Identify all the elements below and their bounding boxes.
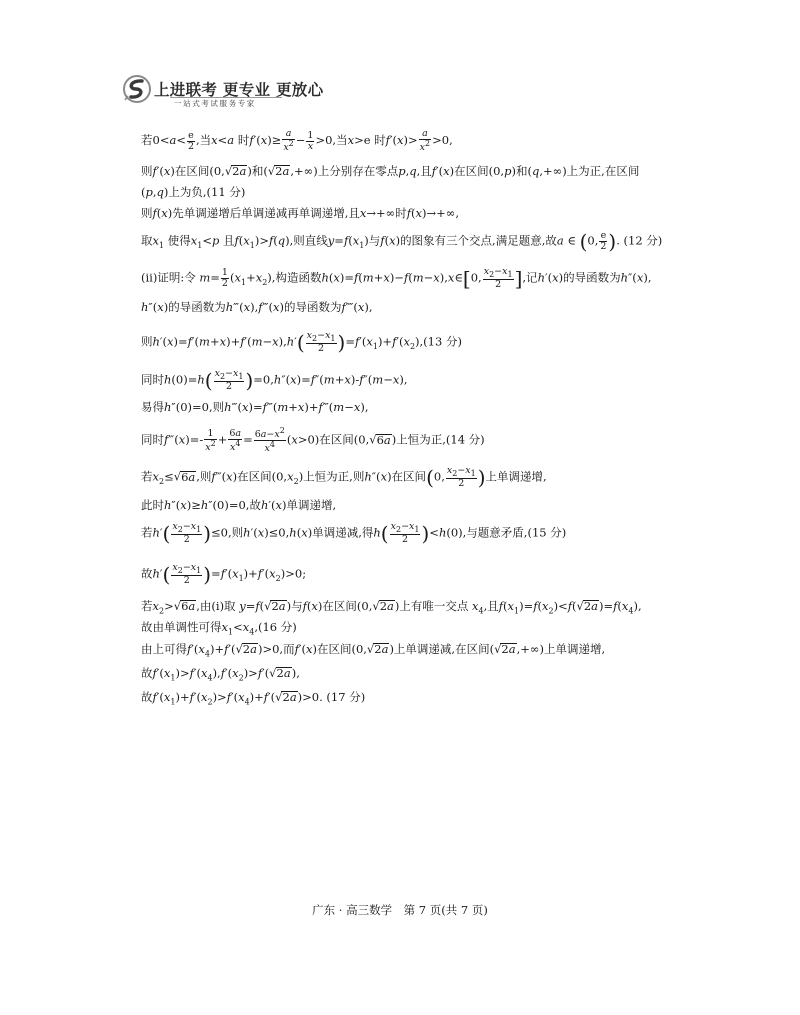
- solution-line: 由上可得$f'(x_4)+f'(√2a)>0$,而f′(x)在区间(0,√2a)上单调递减,在区间(√2a,+∞)上单调递增,: [141, 642, 606, 659]
- brand-text: 上进联考 更专业 更放心: [154, 81, 324, 99]
- solution-line: 则f(x)先单调递增后单调递减再单调递增,且x→+∞时f(x)→+∞,: [141, 206, 460, 220]
- brand-subtitle: 一站式考试服务专家: [174, 99, 256, 108]
- solution-line: 若$x_2>√6a$,由(ⅰ)取 y=f(√2a)与f(x)在区间(0,√2a)上有唯一交点 $x_4$,且$f(x_1)=f(x_2)<f(√2a)=f(x_4)$,: [141, 599, 642, 616]
- page-footer: 广东 · 高三数学 第 7 页(共 7 页): [312, 903, 488, 917]
- solution-line: (p,q)上为负,(11 分): [141, 185, 246, 199]
- solution-line: 若h′( $\frac{x_2-x_1}{2}$ )≤0,则h′(x)≤0,h(x)单调递减,得h( $\frac{x_2-x_1}{2}$ )<h(0),与题意矛盾,(15 分): [141, 521, 567, 546]
- solution-line: 则h′(x)=f′(m+x)+f′(m−x),h′( $\frac{x_2-x_1}{2}$ )$=f'(x_1)+f'(x_2),(13$ 分): [141, 330, 462, 355]
- logo-icon: [122, 74, 152, 104]
- solution-line: 故$f'(x_1)+f'(x_2)>f'(x_4)+f'(√2a)>0$. (17 分): [141, 690, 366, 707]
- solution-line: h″(x)的导函数为h‴(x),f‴(x)的导函数为f⁗(x),: [141, 300, 373, 314]
- solution-line: 则f′(x)在区间(0,√2a)和(√2a,+∞)上分别存在零点p,q,且f′(x)在区间(0,p)和(q,+∞)上为正,在区间: [141, 164, 640, 178]
- solution-line: 同时f‴(x)=- $\frac{1}{x^2}$ + $\frac{6a}{x^4}$ = $\frac{6a-x^2}{x^4}$ (x>0)在区间(0,√6a)上恒为正,(14 分): [141, 426, 485, 455]
- header: [122, 74, 422, 114]
- solution-line: 若0<a< $\frac{e}{2}$ ,当x<a 时f′(x)≥ $\frac{a}{x^2}$ − $\frac{1}{x}$ >0,当x>e 时f′(x)> $\frac{a}{x^2}$ >0,: [141, 128, 453, 154]
- solution-line: 此时h″(x)≥h″(0)=0,故h′(x)单调递增,: [141, 498, 337, 512]
- solution-line: 易得h″(0)=0,则h‴(x)=f‴(m+x)+f‴(m−x),: [141, 400, 369, 414]
- solution-line: 故$f'(x_1)>f'(x_4),f'(x_2)>f'(√2a)$,: [141, 666, 300, 683]
- solution-line: (ⅱ)证明:令 m= $\frac{1}{2}$ $(x_1+x_2)$,构造函数h(x)=f(m+x)−f(m−x),x∈[0, $\frac{x_2-x_1}{2}$ ],记h′(x)的导函数为h″(x),: [141, 266, 652, 291]
- solution-line: 故由单调性可得$x_1<x_4,(16$ 分): [141, 620, 297, 637]
- solution-line: 同时h(0)=h( $\frac{x_2-x_1}{2}$ )=0,h″(x)=f″(m+x)-f″(m−x),: [141, 368, 408, 393]
- solution-line: 若$x_2\le√6a$,则f‴(x)在区间$(0,x_2)$上恒为正,则h″(x)在区间(0, $\frac{x_2-x_1}{2}$ )上单调递增,: [141, 465, 547, 490]
- solution-line: 故h′( $\frac{x_2-x_1}{2}$ )$=f'(x_1)+f'(x_2)>0$;: [141, 562, 307, 587]
- solution-line: 取$x_1$ 使得$x_1<p$ 且$f(x_1)>f(q)$,则直线$y=f(x_1)$与f(x)的图象有三个交点,满足题意,故a ∈ (0, $\frac{e}{2}$ ). (12 分): [141, 229, 663, 254]
